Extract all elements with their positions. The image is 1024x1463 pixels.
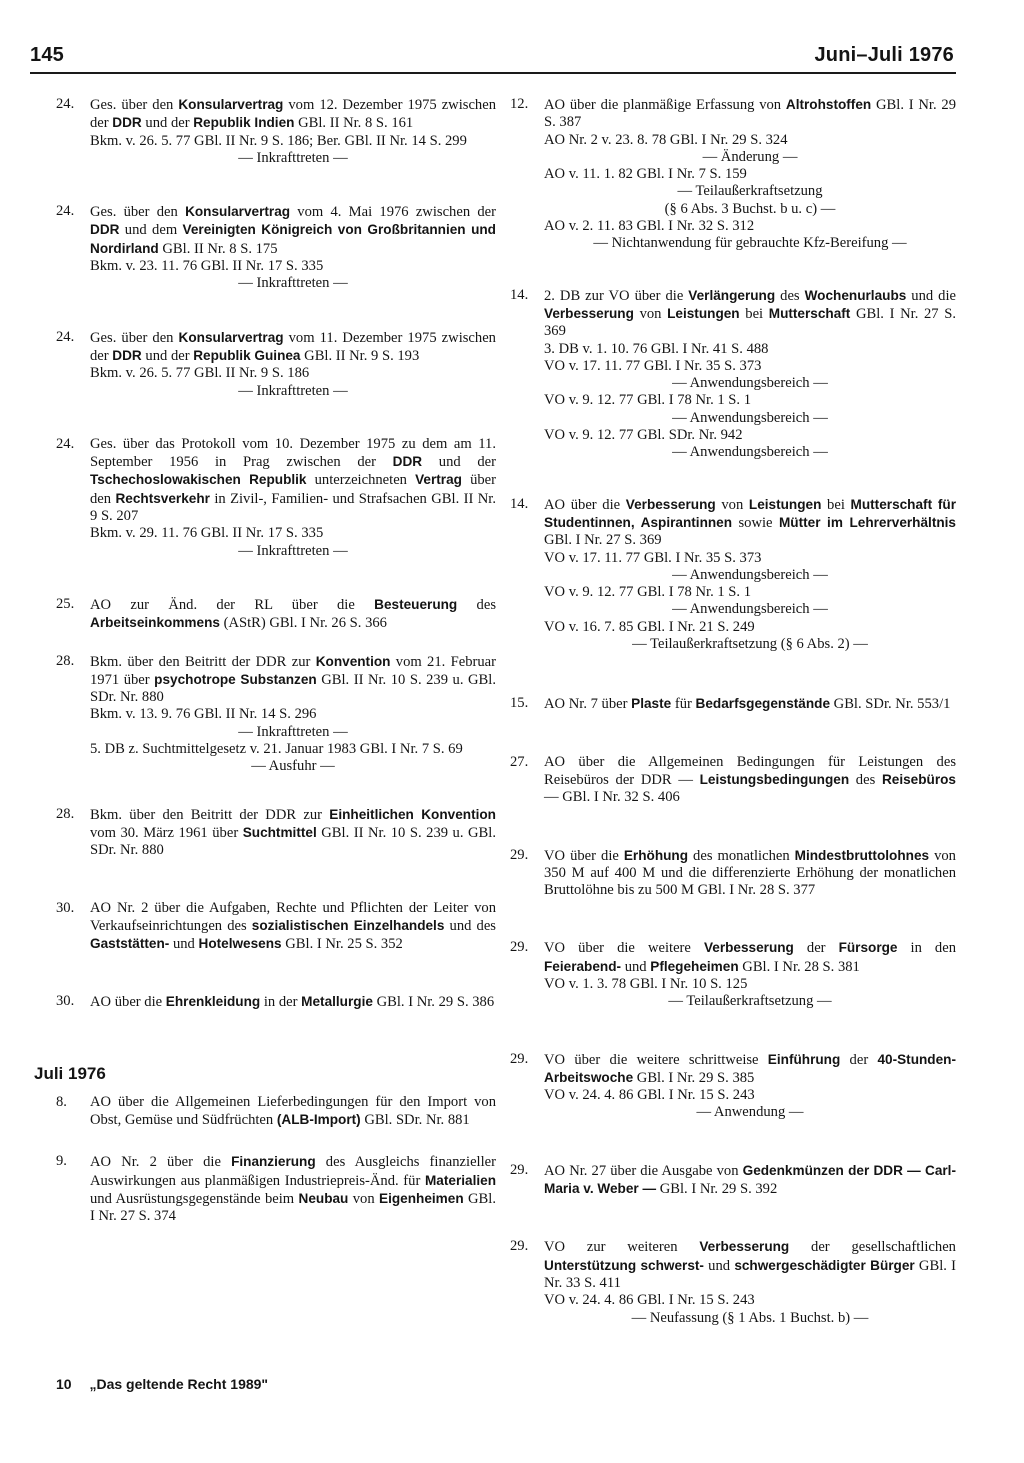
entry-note: — Inkrafttreten — bbox=[238, 382, 348, 399]
list-item bbox=[56, 900, 496, 954]
page-footer bbox=[56, 1376, 268, 1392]
entry-note: — Anwendungsbereich — bbox=[672, 409, 828, 426]
entry-text: AO Nr. 7 über Plaste für Bedarfsgegenstände GBl. SDr. Nr. 553/1 bbox=[544, 696, 951, 713]
entry-text: AO über die Verbesserung von Leistungen bei Mutterschaft für Studentinnen, Aspirantinnen sowie Mütter im Lehrerverhältnis GBl. I Nr. 27 S. 369 bbox=[544, 496, 956, 549]
entry-note: — Anwendung — bbox=[696, 1104, 804, 1121]
entry-day: 30. bbox=[56, 899, 75, 916]
entry-reference: Bkm. v. 26. 5. 77 GBl. II Nr. 9 S. 186 bbox=[90, 365, 310, 382]
entry-text: Ges. über den Konsularvertrag vom 12. Dezember 1975 zwischen der DDR und der Republik Indien GBl. II Nr. 8 S. 161 bbox=[90, 97, 497, 132]
entry-reference: VO v. 9. 12. 77 GBl. SDr. Nr. 942 bbox=[544, 427, 743, 444]
entry-text: VO zur weiteren Verbesserung der gesellschaftlichen Unterstützung schwerst- und schwergeschädigter Bürger GBl. I Nr. 33 S. 411 bbox=[544, 1239, 956, 1291]
entry-note: — Anwendungsbereich — bbox=[672, 601, 828, 618]
entry-note: — Inkrafttreten — bbox=[238, 149, 348, 166]
entry-note: — Inkrafttreten — bbox=[238, 275, 348, 292]
entry-day: 29. bbox=[510, 846, 529, 863]
entry-reference: Bkm. v. 29. 11. 76 GBl. II Nr. 17 S. 335 bbox=[90, 525, 324, 542]
list-item bbox=[56, 806, 496, 860]
entry-day: 8. bbox=[56, 1093, 67, 1110]
entry-day: 30. bbox=[56, 993, 75, 1010]
entry-note: — Ausfuhr — bbox=[251, 758, 335, 775]
entry-day: 27. bbox=[510, 753, 529, 770]
entry-text: VO über die weitere Verbesserung der Fürsorge in den Feierabend- und Pflegeheimen GBl. I Nr. 28 S. 381 bbox=[544, 940, 956, 975]
entry-text: AO zur Änd. der RL über die Besteuerung des Arbeitseinkommens (AStR) GBl. I Nr. 26 S. 366 bbox=[90, 596, 496, 632]
list-item bbox=[56, 203, 496, 292]
list-item bbox=[510, 96, 956, 253]
entry-note: — Anwendungsbereich — bbox=[672, 444, 828, 461]
entry-text: Ges. über den Konsularvertrag vom 4. Mai 1976 zwischen der DDR und dem Vereinigten Königreich von Großbritannien und Nordirland GBl. II Nr. 8 S. 175 bbox=[90, 204, 496, 257]
entry-note: — Anwendungsbereich — bbox=[672, 375, 828, 392]
list-item bbox=[510, 695, 956, 713]
footer-title: „Das geltende Recht 1989" bbox=[89, 1376, 269, 1392]
entry-day: 14. bbox=[510, 286, 529, 303]
entry-text: VO über die Erhöhung des monatlichen Mindestbruttolohnes von 350 M auf 400 M und die differenzierte Erhöhung der monatlichen Bruttolöhne bis zu 500 M GBl. I Nr. 28 S. 377 bbox=[544, 847, 956, 899]
entry-day: 29. bbox=[510, 1238, 529, 1255]
entry-text: Bkm. über den Beitritt der DDR zur Einheitlichen Konvention vom 30. März 1961 über Suchtmittel GBl. II Nr. 10 S. 239 u. GBl. SDr. Nr. 880 bbox=[90, 806, 496, 859]
entry-text: VO über die weitere schrittweise Einführung der 40-Stunden-Arbeitswoche GBl. I Nr. 29 S. 385 bbox=[544, 1051, 956, 1086]
list-item bbox=[510, 754, 956, 807]
entry-reference: VO v. 17. 11. 77 GBl. I Nr. 35 S. 373 bbox=[544, 549, 762, 566]
entry-text: AO über die Ehrenkleidung in der Metallurgie GBl. I Nr. 29 S. 386 bbox=[90, 994, 495, 1011]
list-item bbox=[510, 939, 956, 1010]
entry-reference: VO v. 16. 7. 85 GBl. I Nr. 21 S. 249 bbox=[544, 618, 755, 635]
list-item bbox=[510, 496, 956, 654]
section-heading: Juli 1976 bbox=[34, 1063, 106, 1083]
entry-reference: VO v. 24. 4. 86 GBl. I Nr. 15 S. 243 bbox=[544, 1087, 755, 1104]
entry-text: 2. DB zur VO über die Verlängerung des Wochenurlaubs und die Verbesserung von Leistungen bei Mutterschaft GBl. I Nr. 27 S. 369 bbox=[544, 287, 956, 340]
list-item bbox=[510, 847, 956, 900]
list-item bbox=[56, 436, 496, 560]
entry-text: Ges. über den Konsularvertrag vom 11. Dezember 1975 zwischen der DDR und der Republik Guinea GBl. II Nr. 9 S. 193 bbox=[90, 329, 496, 364]
entry-reference: VO v. 1. 3. 78 GBl. I Nr. 10 S. 125 bbox=[544, 975, 748, 992]
left-column bbox=[34, 96, 497, 1225]
entry-note: — Inkrafttreten — bbox=[238, 542, 348, 559]
entry-reference: VO v. 9. 12. 77 GBl. I 78 Nr. 1 S. 1 bbox=[544, 584, 752, 601]
entry-note: — Inkrafttreten — bbox=[238, 723, 348, 740]
entry-text: AO über die Allgemeinen Lieferbedingungen für den Import von Obst, Gemüse und Südfrüchten (ALB-Import) GBl. SDr. Nr. 881 bbox=[90, 1093, 496, 1128]
entry-reference: AO v. 11. 1. 82 GBl. I Nr. 7 S. 159 bbox=[544, 166, 747, 183]
entry-day: 28. bbox=[56, 652, 75, 669]
entry-reference: 3. DB v. 1. 10. 76 GBl. I Nr. 41 S. 488 bbox=[544, 340, 769, 357]
entry-text: Ges. über das Protokoll vom 10. Dezember 1975 zu dem am 11. September 1956 in Prag zwischen der DDR und der Tschechoslowakischen Republik unterzeichneten Vertrag über den Rechtsverkehr in Zivil-, Familien- und Strafsachen GBl. II Nr. 9 S. 207 bbox=[90, 435, 496, 525]
entry-day: 25. bbox=[56, 595, 75, 612]
entry-reference: AO v. 2. 11. 83 GBl. I Nr. 32 S. 312 bbox=[544, 218, 755, 235]
entry-note: (§ 6 Abs. 3 Buchst. b u. c) — bbox=[664, 200, 836, 217]
entry-text: AO Nr. 2 über die Finanzierung des Ausgleichs finanzieller Auswirkungen aus planmäßigen Industriepreis-Änd. für Materialien und Ausrüstungsgegenstände beim Neubau von Eigenheimen GBl. I Nr. 27 S. 374 bbox=[90, 1154, 497, 1225]
entry-text: AO Nr. 2 über die Aufgaben, Rechte und Pflichten der Leiter von Verkaufseinrichtungen des sozialistischen Einzelhandels und des Gaststätten- und Hotelwesens GBl. I Nr. 25 S. 352 bbox=[90, 899, 496, 953]
entry-day: 29. bbox=[510, 1161, 529, 1178]
entry-note: — Nichtanwendung für gebrauchte Kfz-Bereifung — bbox=[593, 235, 907, 252]
list-item bbox=[56, 596, 496, 633]
entry-day: 24. bbox=[56, 96, 75, 112]
list-item bbox=[56, 993, 496, 1011]
entry-note: — Änderung — bbox=[702, 148, 798, 165]
entry-reference: Bkm. v. 13. 9. 76 GBl. II Nr. 14 S. 296 bbox=[90, 706, 317, 723]
entry-day: 12. bbox=[510, 96, 529, 112]
entry-day: 29. bbox=[510, 939, 529, 956]
list-item bbox=[56, 329, 496, 400]
entry-text: Bkm. über den Beitritt der DDR zur Konvention vom 21. Februar 1971 über psychotrope Substanzen GBl. II Nr. 10 S. 239 u. GBl. SDr. Nr. 880 bbox=[90, 653, 496, 706]
entry-text: AO über die planmäßige Erfassung von Altrohstoffen GBl. I Nr. 29 S. 387 bbox=[544, 97, 957, 131]
entry-reference: Bkm. v. 26. 5. 77 GBl. II Nr. 9 S. 186; Ber. GBl. II Nr. 14 S. 299 bbox=[90, 132, 467, 149]
list-item bbox=[510, 1051, 956, 1122]
entry-note: — Anwendungsbereich — bbox=[672, 566, 828, 583]
page-period: Juni–Juli 1976 bbox=[814, 44, 954, 66]
entry-day: 9. bbox=[56, 1153, 67, 1170]
header-rule bbox=[30, 72, 956, 74]
entry-day: 15. bbox=[510, 695, 529, 712]
entry-note: — Teilaußerkraftsetzung bbox=[677, 183, 823, 200]
entry-day: 14. bbox=[510, 495, 529, 512]
list-item bbox=[56, 1153, 496, 1225]
entry-day: 24. bbox=[56, 328, 75, 345]
list-item bbox=[510, 1238, 956, 1326]
list-item bbox=[510, 1162, 956, 1199]
entry-reference: VO v. 9. 12. 77 GBl. I 78 Nr. 1 S. 1 bbox=[544, 392, 752, 409]
page-number: 145 bbox=[30, 44, 64, 66]
entry-note: — Neufassung (§ 1 Abs. 1 Buchst. b) — bbox=[631, 1309, 869, 1326]
list-item bbox=[56, 1094, 496, 1130]
entry-note: — Teilaußerkraftsetzung (§ 6 Abs. 2) — bbox=[632, 636, 868, 653]
entry-reference: VO v. 24. 4. 86 GBl. I Nr. 15 S. 243 bbox=[544, 1292, 755, 1309]
list-item bbox=[510, 287, 956, 462]
entry-text: AO über die Allgemeinen Bedingungen für Leistungen des Reisebüros der DDR — Leistungsbedingungen des Reisebüros — GBl. I Nr. 32 S. 406 bbox=[544, 753, 956, 806]
entry-note: — Teilaußerkraftsetzung — bbox=[668, 993, 832, 1010]
entry-day: 24. bbox=[56, 435, 75, 452]
entry-day: 28. bbox=[56, 805, 75, 822]
entry-reference: AO Nr. 2 v. 23. 8. 78 GBl. I Nr. 29 S. 324 bbox=[544, 131, 788, 148]
entry-reference: Bkm. v. 23. 11. 76 GBl. II Nr. 17 S. 335 bbox=[90, 258, 324, 275]
list-item bbox=[56, 96, 496, 167]
entry-text: AO Nr. 27 über die Ausgabe von Gedenkmünzen der DDR — Carl-Maria v. Weber — GBl. I Nr. 29 S. 392 bbox=[544, 1162, 956, 1198]
list-item bbox=[56, 653, 496, 776]
footer-number: 10 bbox=[56, 1376, 72, 1392]
entry-day: 24. bbox=[56, 203, 75, 220]
entry-day: 29. bbox=[510, 1050, 529, 1067]
entry-reference: 5. DB z. Suchtmittelgesetz v. 21. Januar 1983 GBl. I Nr. 7 S. 69 bbox=[90, 741, 463, 758]
entry-reference: VO v. 17. 11. 77 GBl. I Nr. 35 S. 373 bbox=[544, 357, 762, 374]
right-column bbox=[510, 96, 956, 1361]
